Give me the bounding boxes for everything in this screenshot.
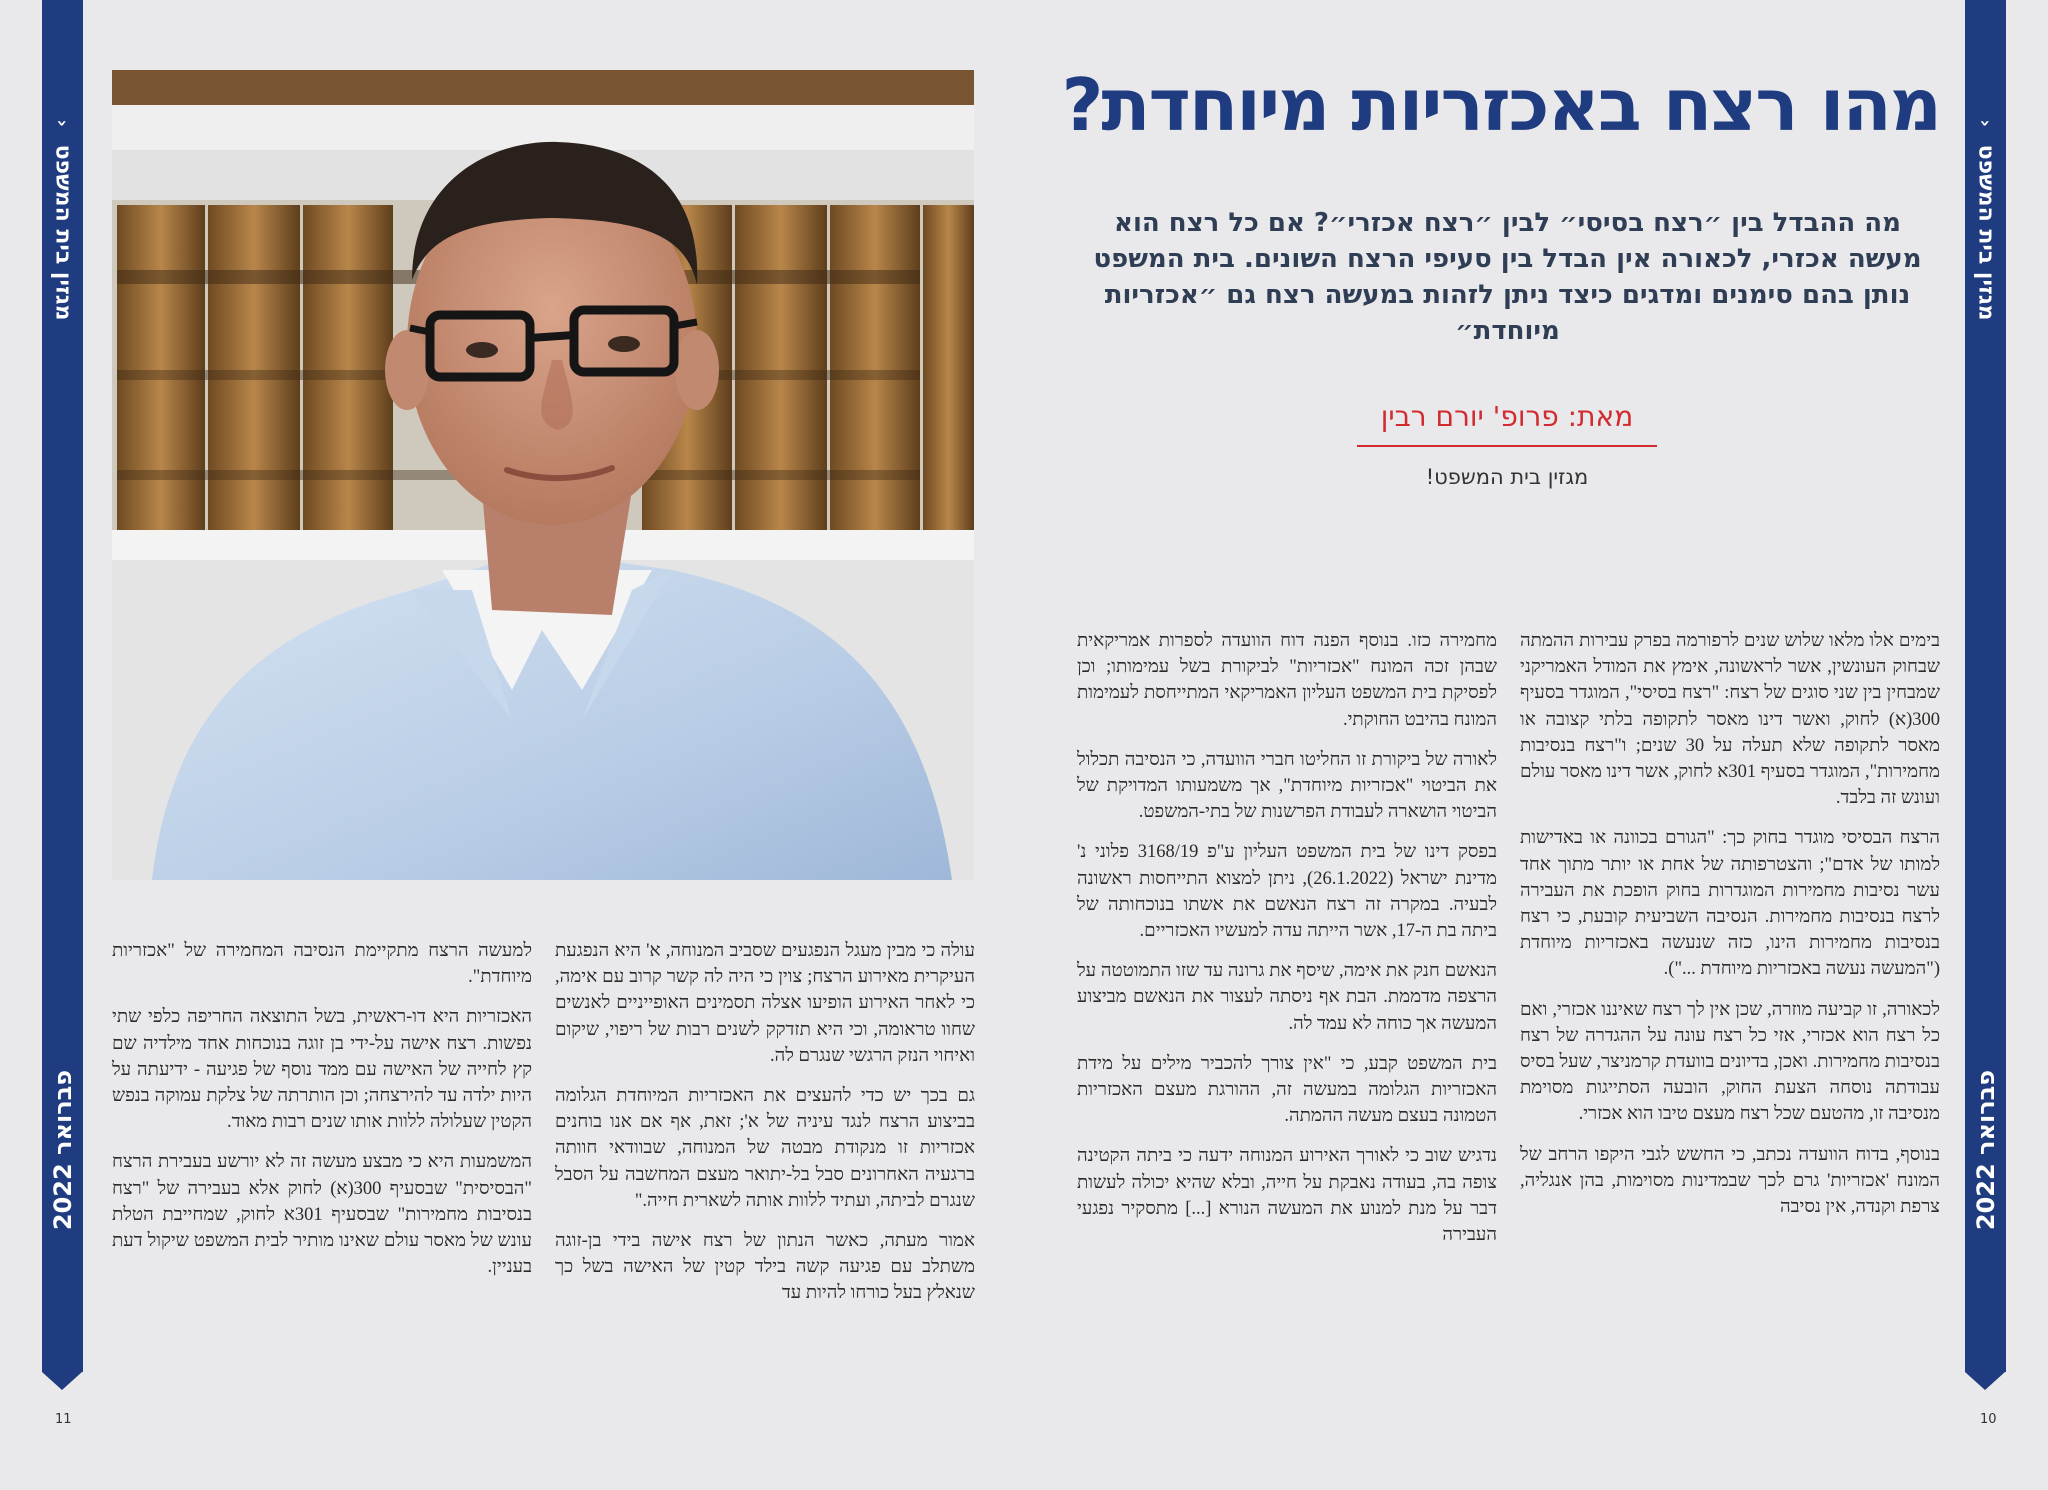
author-byline: מאת: פרופ' יורם רבין [1357, 400, 1657, 447]
article-lead: מה ההבדל בין ״רצח בסיסי״ לבין ״רצח אכזרי״? אם כל רצח הוא מעשה אכזרי, לכאורה אין הבדל בין סעיפי הרצח השונים. בית המשפט נותן בהם סימנים ומדגים כיצד ניתן לזהות במעשה רצח גם ״אכזריות מיוחדת״ [1093, 208, 1922, 346]
sidebar-magazine-label: מגזין בית המשפט ‹ [1973, 119, 1998, 321]
paragraph: נדגיש שוב כי לאורך האירוע המנוחה ידעה כי ביתה הקטינה צופה בה, בעודה נאבקת על חייה, ובלא שהיא יכולה לעשות דבר על מנת למנוע את המעשה הנורא [...] מתסקיר נפגעי העבירה [1077, 1146, 1497, 1246]
sidebar-band-left [42, 0, 83, 1372]
paragraph: לאורה של ביקורת זו החליטו חברי הוועדה, כי הנסיבה תכלול את הביטוי "אכזריות מיוחדת", אך משמעותו המדויקת של הביטוי הושארה לעבודת הפרשנות של בתי-המשפט. [1077, 749, 1497, 823]
sidebar-date-label: פברואר 2022 [48, 1069, 77, 1231]
paragraph: גם בכך יש כדי להעצים את האכזריות המיוחדת הגלומה בביצוע הרצח לנגד עיניה של א'; זאת, אף אם אנו בוחנים אכזריות זו מנקודת מבטה של המנוחה, שבוודאי חוותה ברגעיה האחרונים סבל בל-יתואר מעצם המחשבה על הסבל שנגרם לביתה, ועתיד ללוות אותה לשארית חייה." [555, 1086, 975, 1211]
paragraph: לכאורה, זו קביעה מוזרה, שכן אין לך רצח שאיננו אכזרי, ואם כל רצח הוא אכזרי, אזי כל רצח עונה על ההגדרה של רצח בנסיבות מחמירות. ואכן, בדיונים בוועדת קרמניצר, שעל בסיס עבודתה נוסחה הצעת החוק, הובעה הסתייגות מסוימת מנסיבה זו, מהטעם שכל רצח מעצם טיבו הוא אכזרי. [1520, 999, 1940, 1125]
paragraph: אמור מעתה, כאשר הנתון של רצח אישה בידי בן-זוגה משתלב עם פגיעה קשה בילד קטין של האישה בשל כך שנאלץ בעל כורחו להיות עד [555, 1231, 975, 1304]
article-column-4 [112, 938, 532, 1373]
paragraph: המשמעות היא כי מבצע מעשה זה לא יורשע בעבירת הרצח "הבסיסית" שבסעיף 300(א) לחוק אלא בעבירה של "רצח בנסיבות מחמירות" שבסעיף 301א לחוק, שמחייבת הטלת עונש של מאסר עולם שאינו מותיר לבית המשפט שיקול דעת בעניין. [112, 1152, 532, 1278]
paragraph: בימים אלו מלאו שלוש שנים לרפורמה בפרק עבירות ההמתה שבחוק העונשין, אשר לראשונה, אימץ את המודל האמריקני שמבחין בין שני סוגים של רצח: "רצח בסיסי", המוגדר בסעיף 300(א) לחוק, ואשר דינו מאסר לתקופה בלתי קצובה או מאסר לתקופה שלא תעלה על 30 שנים; ו"רצח בנסיבות מחמירות", המוגדר בסעיף 301א לחוק, אשר דינו מאסר עולם ועונש זה בלבד. [1520, 631, 1940, 809]
paragraph: האכזריות היא דו-ראשית, בשל התוצאה החריפה כלפי שתי נפשות. רצח אישה על-ידי בן זוגה בנוכחות אחד מילדיה שם קץ לחייה של האישה עם ממד נוסף של פגיעה - ידיעתה על היות ילדה עד להירצחה; וכן הותרתה של צלקת עמוקה בנפש הקטין שעלולה ללוות אותו שנים רבות מאוד. [112, 1007, 532, 1133]
paragraph: בית המשפט קבע, כי "אין צורך להכביר מילים על מידת האכזריות הגלומה במעשה זה, ההורגת מעצם האכזריות הטמונה בעצם מעשה ההמתה. [1077, 1053, 1497, 1127]
page-number-right: 10 [1980, 1412, 1997, 1427]
article-column-2 [1077, 628, 1497, 1373]
paragraph: בפסק דינו של בית המשפט העליון ע"פ 3168/19 פלוני נ' מדינת ישראל (26.1.2022), ניתן למצוא התייחסות ראשונה לבעיה. במקרה זה רצח הנאשם את אשתו בנוכחותה של ביתה בת ה-17, אשר הייתה עדה למעשיו האכזריים. [1077, 842, 1497, 942]
portrait-photo [112, 70, 974, 880]
paragraph: בנוסף, בדוח הוועדה נכתב, כי החשש לגבי היקפו הרחב של המונח 'אכזריות' גרם לכך שבמדינות מסוימות, בהן אנגליה, צרפת וקנדה, אין נסיבה [1520, 1144, 1940, 1218]
paragraph: עולה כי מבין מעגל הנפגעים שסביב המנוחה, א' היא הנפגעת העיקרית מאירוע הרצח; צוין כי היה לה קשר קרוב עם אימה, כי לאחר האירוע הופיעו אצלה תסמינים האופייניים לאנשים שחוו טראומה, וכי היא תזדקק לשנים רבות של ריפוי, שיקום ואיחוי הנזק הרגשי שנגרם לה. [555, 941, 975, 1066]
source-label: מגזין בית המשפט! [1425, 465, 1589, 489]
paragraph: מחמירה כזו. בנוסף הפנה דוח הוועדה לספרות אמריקאית שבהן זכה המונח "אכזריות" לביקורת בשל עמימותו; וכן לפסיקת בית המשפט העליון האמריקאי המתייחסת לעמימות המונח בהיבט החוקתי. [1077, 631, 1497, 730]
sidebar-magazine-label: מגזין בית המשפט ‹ [50, 119, 75, 321]
sidebar-band-right [1965, 0, 2006, 1372]
article-column-3 [555, 938, 975, 1373]
article-title: מהו רצח באכזריות מיוחדת? [1061, 63, 1940, 147]
sidebar-date-label: פברואר 2022 [1971, 1069, 2000, 1231]
paragraph: הנאשם חנק את אימה, שיסף את גרונה עד שזו התמוטטה על הרצפה מדממת. הבת אף ניסתה לעצור את הנאשם מביצוע המעשה אך כוחה לא עמד לה. [1077, 961, 1497, 1034]
article-column-1 [1520, 628, 1940, 1373]
paragraph: הרצח הבסיסי מוגדר בחוק כך: "הגורם בכוונה או באדישות למותו של אדם"; והצטרפותה של אחת או יותר מתוך אחד עשר נסיבות מחמירות המוגדרות בחוק הופכת את העבירה לרצח בנסיבות מחמירות. הנסיבה השביעית קובעת, כי רצח בנסיבות מחמירות הינו, כזה שנעשה באכזריות מיוחדת ("המעשה נעשה באכזריות מיוחדת ..."). [1520, 828, 1940, 980]
author-photo [112, 70, 974, 880]
paragraph: למעשה הרצח מתקיימת הנסיבה המחמירה של "אכזריות מיוחדת". [112, 941, 532, 988]
page-number-left: 11 [55, 1412, 72, 1427]
